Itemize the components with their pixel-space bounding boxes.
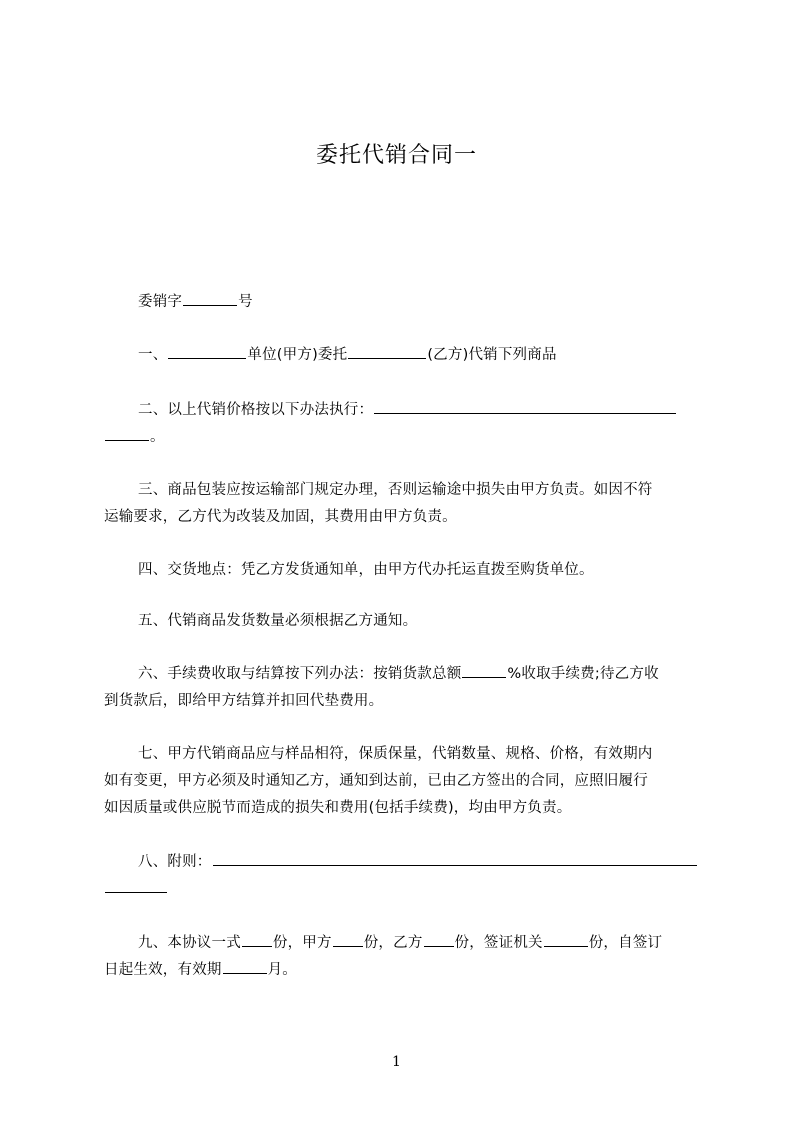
clause-1-text-a: 单位(甲方)委托 [247,347,348,363]
clause-2-text: 二、以上代销价格按以下办法执行： [138,402,374,418]
clause-7-line-2: 如有变更，甲方必须及时通知乙方，通知到达前，已由乙方签出的合同，应照旧履行 [104,773,648,789]
clause-8-text: 八、附则： [138,854,212,870]
clause-9-text-b: 份，甲方 [272,935,332,951]
party-b-blank[interactable] [348,343,426,359]
copies-authority-blank[interactable] [544,931,588,947]
ref-number-blank[interactable] [183,290,237,306]
copies-party-a-blank[interactable] [333,931,363,947]
clause-6-text-a: 六、手续费收取与结算按下列办法：按销货款总额 [138,666,462,682]
fee-percent-blank[interactable] [462,662,506,678]
supplementary-terms-blank-cont[interactable] [105,877,167,893]
copies-party-b-blank[interactable] [424,931,454,947]
clause-9-text-a: 九、本协议一式 [138,935,241,951]
clause-6-line-2: 到货款后，即给甲方结算并扣回代垫费用。 [104,693,384,709]
clause-3-line-1: 三、商品包装应按运输部门规定办理，否则运输途中损失由甲方负责。如因不符 [138,482,653,498]
party-a-blank[interactable] [168,343,246,359]
clause-8-line-1 [104,848,736,876]
ref-suffix: 号 [238,294,253,310]
clause-1-number: 一、 [138,347,168,363]
validity-months-blank[interactable] [223,958,267,974]
clause-8-line-2 [104,875,702,903]
clause-1-text-b: (乙方)代销下列商品 [427,347,557,363]
clause-9-text-d: 份，签证机关 [454,935,543,951]
clause-5: 五、代销商品发货数量必须根据乙方通知。 [138,613,418,629]
price-method-blank[interactable] [374,398,676,414]
clause-4: 四、交货地点：凭乙方发货通知单，由甲方代办托运直拨至购货单位。 [138,562,594,578]
ref-prefix: 委销字 [138,294,183,310]
copies-total-blank[interactable] [242,931,272,947]
page-number: 1 [392,1054,401,1070]
price-method-blank-cont[interactable] [105,425,149,441]
clause-9-text-f: 日起生效，有效期 [104,962,222,978]
clause-9-line-1 [104,929,736,957]
clause-9-text-e: 份，自签订 [588,935,663,951]
clause-9-text-c: 份，乙方 [363,935,423,951]
clause-3-line-2: 运输要求，乙方代为改装及加固，其费用由甲方负责。 [104,509,457,525]
document-title: 委托代销合同一 [315,143,477,168]
clause-2-line-1 [104,396,736,424]
supplementary-terms-blank[interactable] [213,850,697,866]
clause-7-line-1: 七、甲方代销商品应与样品相符，保质保量，代销数量、规格、价格，有效期内 [138,746,653,762]
clause-1 [104,341,736,369]
clause-2-end: 。 [150,429,165,445]
clause-7-line-3: 如因质量或供应脱节而造成的损失和费用(包括手续费)，均由甲方负责。 [104,800,572,816]
clause-9-text-g: 月。 [267,962,298,978]
reference-number-line [104,288,736,316]
clause-6-line-1 [104,660,736,688]
clause-9-line-2 [104,956,702,984]
clause-2-line-2 [104,423,702,451]
clause-6-text-b: %收取手续费;待乙方收 [507,666,659,682]
